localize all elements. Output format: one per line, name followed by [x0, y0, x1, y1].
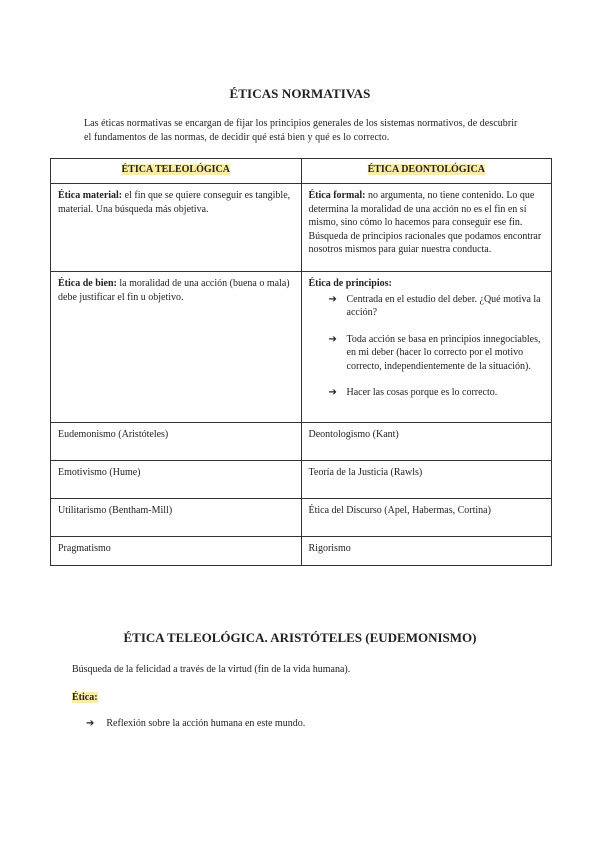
- text-material: el fin que se quiere conseguir es tangible, material. Una búsqueda más objetiva.: [58, 190, 291, 215]
- arrow-right-icon: ➔: [328, 293, 337, 305]
- bullet-text: Reflexión sobre la acción humana en este mundo.: [106, 718, 306, 729]
- text-good: la moralidad de una acción (buena o mala) debe justificar el fin u objetivo.: [58, 278, 290, 303]
- list-item: [329, 386, 545, 400]
- cell-good-ethics: [51, 272, 302, 423]
- ethics-comparison-table: [50, 158, 552, 566]
- list-item: [329, 333, 545, 374]
- page-title: ÉTICAS NORMATIVAS: [229, 86, 371, 101]
- arrow-right-icon: ➔: [86, 718, 95, 729]
- term-material: Ética material:: [58, 190, 123, 201]
- header-teleological: ÉTICA TELEOLÓGICA: [121, 164, 230, 175]
- list-item-text: Centrada en el estudio del deber. ¿Qué motiva la acción?: [346, 293, 541, 318]
- section-bullet: [86, 718, 305, 729]
- arrow-right-icon: ➔: [328, 333, 337, 345]
- cell-left: Emotivismo (Hume): [51, 461, 302, 499]
- section-paragraph: Búsqueda de la felicidad a través de la virtud (fin de la vida humana).: [72, 664, 351, 675]
- ethics-label: Ética:: [72, 692, 98, 703]
- text-formal: no argumenta, no tiene contenido. Lo que determina la moralidad de una acción no es el fin en sí mismo, sino cómo lo hacemos para conseguir ese fin. Búsqueda de principios racionales que podamos encontrar nosotros mismos para guiar nuestra conducta.: [308, 190, 542, 255]
- table-header-row: [51, 159, 552, 184]
- section-heading: ÉTICA TELEOLÓGICA. ARISTÓTELES (EUDEMONISMO): [123, 630, 477, 645]
- header-cell-deontological: [301, 159, 552, 184]
- cell-left: Eudemonismo (Aristóteles): [51, 423, 302, 461]
- term-formal: Ética formal:: [308, 190, 366, 201]
- table-row: [51, 184, 552, 272]
- principles-list: [309, 293, 545, 400]
- cell-right: Teoría de la Justicia (Rawls): [301, 461, 552, 499]
- list-item: [329, 293, 545, 320]
- table-row: [51, 272, 552, 423]
- cell-right: Deontologismo (Kant): [301, 423, 552, 461]
- cell-formal-ethics: [301, 184, 552, 272]
- cell-left: Utilitarismo (Bentham-Mill): [51, 499, 302, 537]
- header-deontological: ÉTICA DEONTOLÓGICA: [367, 164, 485, 175]
- cell-right: Rigorismo: [301, 537, 552, 566]
- list-item-text: Toda acción se basa en principios innegociables, en mi deber (hacer lo correcto por el motivo correcto, independientemente de la situación).: [346, 333, 541, 372]
- list-item-text: Hacer las cosas porque es lo correcto.: [346, 387, 498, 398]
- term-good: Ética de bien:: [58, 278, 117, 289]
- cell-left: Pragmatismo: [51, 537, 302, 566]
- cell-principles-ethics: [301, 272, 552, 423]
- arrow-right-icon: ➔: [328, 387, 337, 398]
- cell-right: Ética del Discurso (Apel, Habermas, Cortina): [301, 499, 552, 537]
- table-row: [51, 537, 552, 566]
- term-principles: Ética de principios:: [308, 278, 392, 289]
- table-row: [51, 499, 552, 537]
- table-row: [51, 423, 552, 461]
- table-row: [51, 461, 552, 499]
- header-cell-teleological: [51, 159, 302, 184]
- intro-paragraph: Las éticas normativas se encargan de fijar los principios generales de los sistemas normativos, de descubrir el fundamentos de las normas, de decidir qué está bien y qué es lo correcto.: [84, 118, 518, 143]
- section-label: [72, 692, 98, 703]
- cell-material-ethics: [51, 184, 302, 272]
